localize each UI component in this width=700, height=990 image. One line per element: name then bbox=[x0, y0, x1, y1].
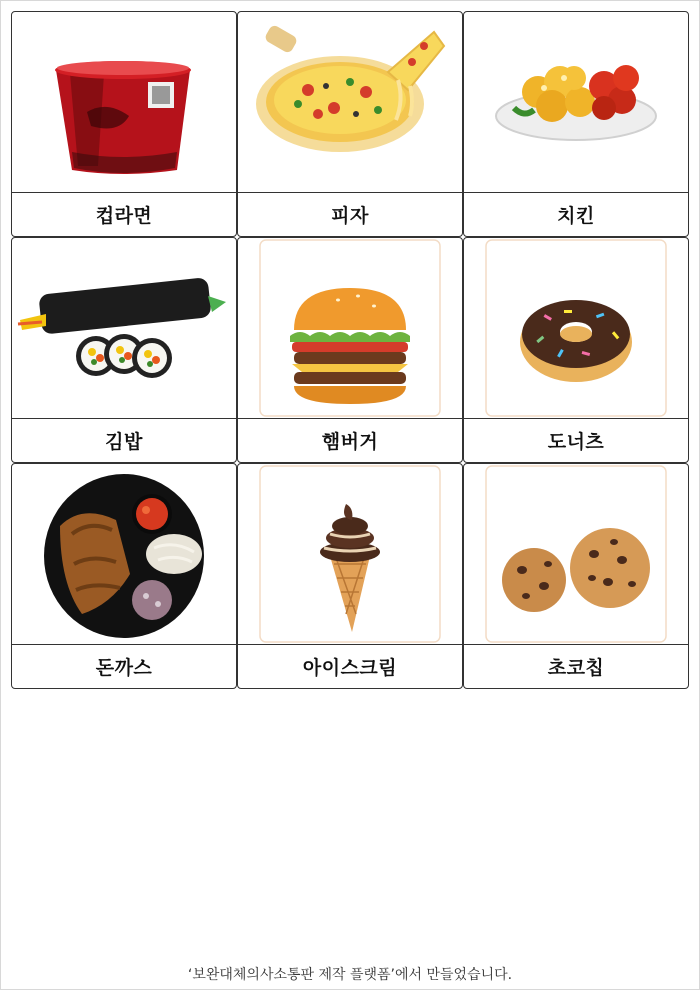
cup-ramen-icon bbox=[12, 12, 236, 193]
card-cup-ramen[interactable] bbox=[11, 11, 237, 237]
card-ice-cream[interactable] bbox=[237, 463, 463, 689]
card-label: 초코칩 bbox=[547, 657, 605, 679]
card-hamburger[interactable] bbox=[237, 237, 463, 463]
card-label: 도너츠 bbox=[547, 431, 605, 453]
card-label: 컵라면 bbox=[95, 205, 153, 227]
card-label: 김밥 bbox=[105, 431, 143, 453]
gimbap-icon bbox=[12, 238, 236, 419]
card-pizza[interactable] bbox=[237, 11, 463, 237]
card-gimbap[interactable] bbox=[11, 237, 237, 463]
pizza-icon bbox=[238, 12, 462, 193]
donut-icon bbox=[464, 238, 688, 419]
footer-credit: ‘보완대체의사소통판 제작 플랫폼’에서 만들었습니다. bbox=[187, 967, 513, 983]
card-donut[interactable] bbox=[463, 237, 689, 463]
card-chocolate-chip[interactable] bbox=[463, 463, 689, 689]
hamburger-icon bbox=[238, 238, 462, 419]
ice-cream-icon bbox=[238, 464, 462, 645]
card-label: 햄버거 bbox=[321, 431, 379, 453]
card-pork-cutlet[interactable] bbox=[11, 463, 237, 689]
card-label: 돈까스 bbox=[95, 657, 153, 679]
fried-chicken-icon bbox=[464, 12, 688, 193]
card-label: 피자 bbox=[331, 205, 369, 227]
card-label: 아이스크림 bbox=[302, 657, 398, 679]
card-label: 치킨 bbox=[557, 205, 595, 227]
chocolate-chip-cookie-icon bbox=[464, 464, 688, 645]
card-fried-chicken[interactable] bbox=[463, 11, 689, 237]
pork-cutlet-icon bbox=[12, 464, 236, 645]
